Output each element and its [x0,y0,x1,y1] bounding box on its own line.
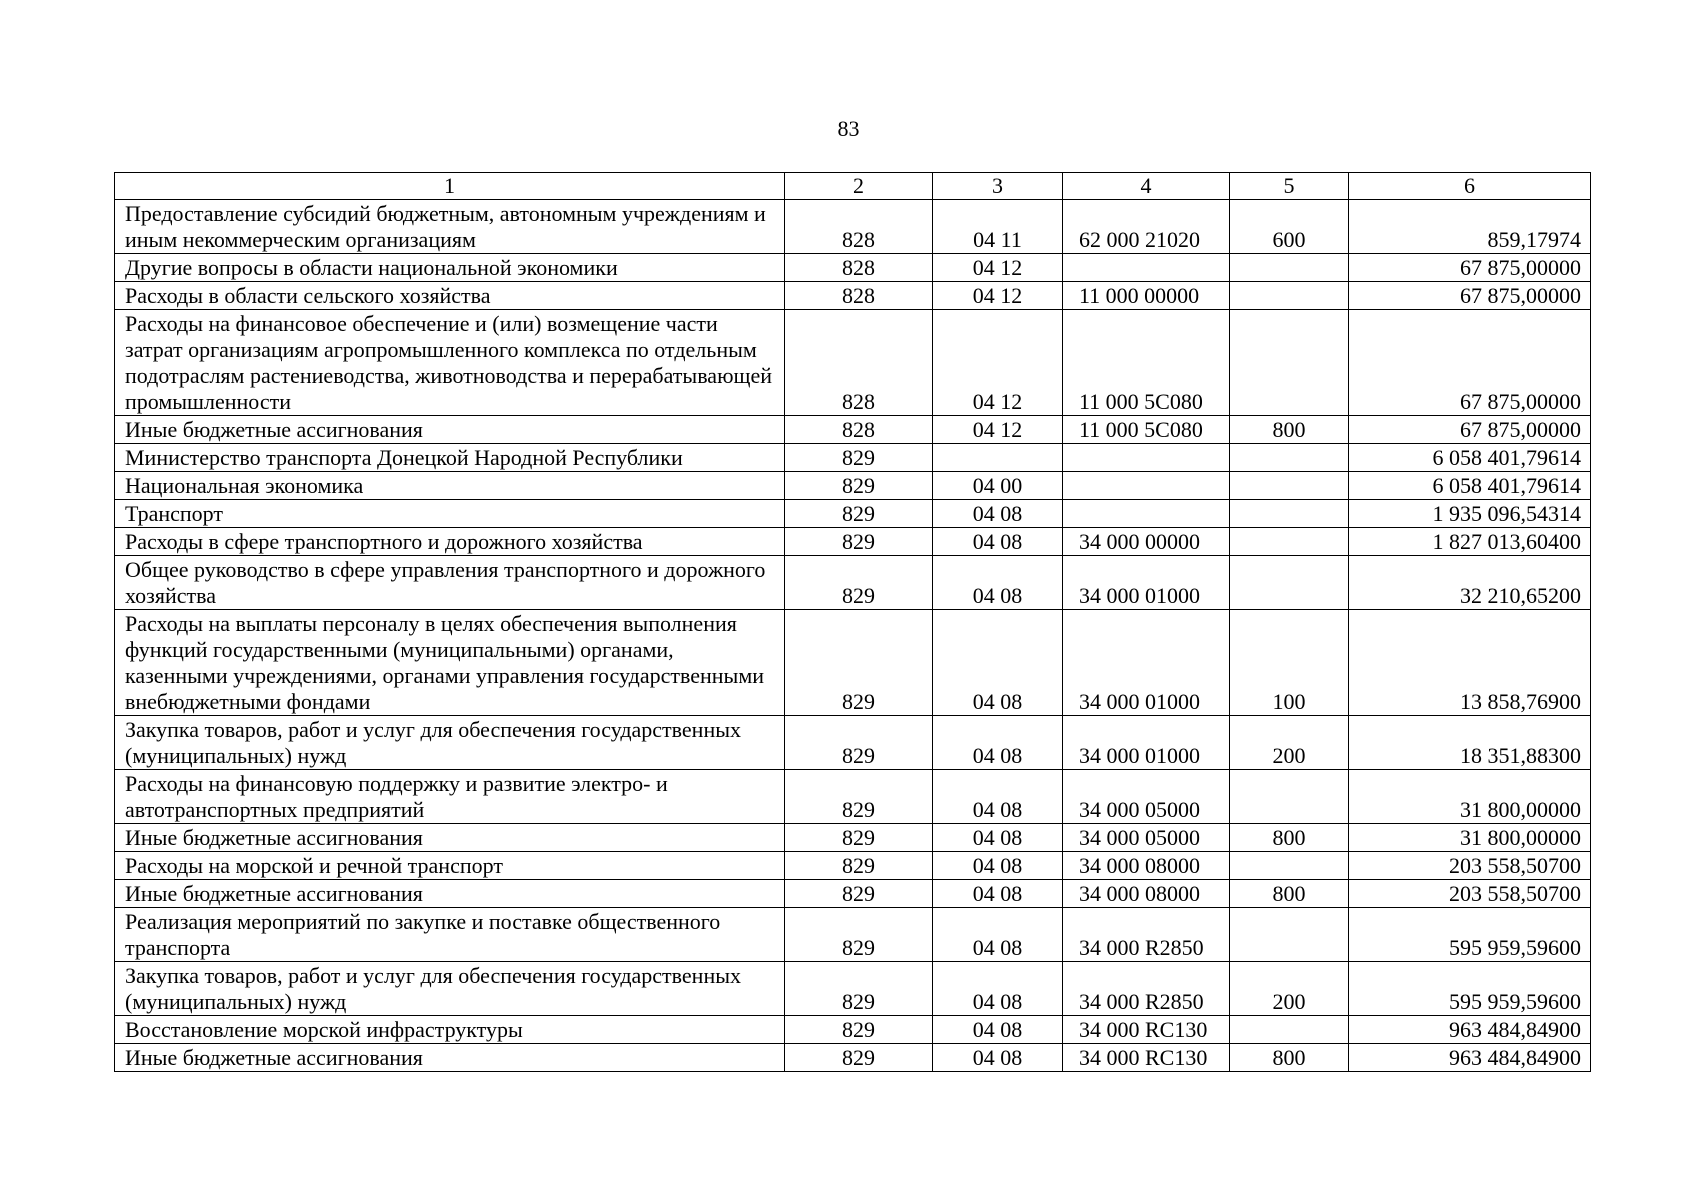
cell-ministry-code: 829 [785,444,933,472]
cell-amount: 1 827 013,60400 [1349,528,1591,556]
cell-section-code: 04 08 [933,770,1063,824]
cell-section-code: 04 12 [933,416,1063,444]
cell-section-code: 04 11 [933,200,1063,254]
cell-target-article: 11 000 5C080 [1063,416,1230,444]
cell-ministry-code: 828 [785,282,933,310]
table-row [115,254,1591,282]
cell-section-code: 04 12 [933,282,1063,310]
cell-section-code: 04 08 [933,500,1063,528]
cell-name: Восстановление морской инфраструктуры [115,1016,785,1044]
cell-ministry-code: 829 [785,908,933,962]
column-header-2: 2 [785,173,933,200]
cell-expense-type [1230,254,1349,282]
cell-ministry-code: 829 [785,528,933,556]
table-row [115,500,1591,528]
cell-expense-type [1230,444,1349,472]
cell-amount: 6 058 401,79614 [1349,472,1591,500]
cell-section-code: 04 08 [933,556,1063,610]
table-row [115,310,1591,416]
table-row [115,472,1591,500]
cell-target-article: 34 000 05000 [1063,770,1230,824]
column-header-4: 4 [1063,173,1230,200]
cell-name: Расходы в области сельского хозяйства [115,282,785,310]
cell-target-article: 11 000 00000 [1063,282,1230,310]
cell-amount: 203 558,50700 [1349,880,1591,908]
cell-amount: 31 800,00000 [1349,824,1591,852]
cell-name: Другие вопросы в области национальной экономики [115,254,785,282]
column-header-3: 3 [933,173,1063,200]
cell-expense-type: 800 [1230,1044,1349,1072]
table-row [115,528,1591,556]
cell-ministry-code: 828 [785,254,933,282]
cell-expense-type: 100 [1230,610,1349,716]
table-row [115,716,1591,770]
cell-name: Расходы на выплаты персоналу в целях обеспечения выполнения функций государственными (муниципальными) органами, казенными учреждениями, органами управления государственными внебюджетными фондами [115,610,785,716]
cell-target-article: 34 000 08000 [1063,852,1230,880]
table-row [115,824,1591,852]
table-body [115,200,1591,1072]
cell-name: Предоставление субсидий бюджетным, автономным учреждениям и иным некоммерческим организациям [115,200,785,254]
cell-amount: 67 875,00000 [1349,282,1591,310]
cell-expense-type: 200 [1230,962,1349,1016]
cell-name: Национальная экономика [115,472,785,500]
cell-ministry-code: 829 [785,472,933,500]
cell-ministry-code: 829 [785,610,933,716]
cell-name: Закупка товаров, работ и услуг для обеспечения государственных (муниципальных) нужд [115,962,785,1016]
header-row [115,173,1591,200]
cell-target-article: 34 000 00000 [1063,528,1230,556]
table-row [115,610,1591,716]
cell-name: Иные бюджетные ассигнования [115,1044,785,1072]
cell-amount: 963 484,84900 [1349,1044,1591,1072]
cell-amount: 859,17974 [1349,200,1591,254]
cell-name: Расходы на финансовое обеспечение и (или) возмещение части затрат организациям агропромышленного комплекса по отдельным подотраслям растениеводства, животноводства и перерабатывающей промышленности [115,310,785,416]
cell-amount: 32 210,65200 [1349,556,1591,610]
table-row [115,200,1591,254]
cell-name: Министерство транспорта Донецкой Народной Республики [115,444,785,472]
table-row [115,556,1591,610]
cell-target-article: 34 000 R2850 [1063,908,1230,962]
cell-target-article: 34 000 01000 [1063,556,1230,610]
cell-target-article: 34 000 01000 [1063,610,1230,716]
cell-amount: 67 875,00000 [1349,310,1591,416]
cell-expense-type [1230,770,1349,824]
cell-target-article: 34 000 RC130 [1063,1016,1230,1044]
cell-section-code: 04 08 [933,610,1063,716]
cell-ministry-code: 829 [785,500,933,528]
cell-name: Закупка товаров, работ и услуг для обеспечения государственных (муниципальных) нужд [115,716,785,770]
cell-target-article: 34 000 05000 [1063,824,1230,852]
cell-section-code: 04 08 [933,962,1063,1016]
cell-expense-type [1230,908,1349,962]
cell-name: Транспорт [115,500,785,528]
cell-amount: 203 558,50700 [1349,852,1591,880]
cell-amount: 67 875,00000 [1349,416,1591,444]
cell-target-article: 11 000 5C080 [1063,310,1230,416]
cell-ministry-code: 829 [785,962,933,1016]
cell-expense-type [1230,852,1349,880]
column-header-1: 1 [115,173,785,200]
cell-section-code: 04 08 [933,528,1063,556]
cell-target-article [1063,254,1230,282]
cell-target-article: 62 000 21020 [1063,200,1230,254]
cell-expense-type [1230,500,1349,528]
cell-target-article [1063,500,1230,528]
cell-amount: 6 058 401,79614 [1349,444,1591,472]
cell-name: Расходы на финансовую поддержку и развитие электро- и автотранспортных предприятий [115,770,785,824]
cell-ministry-code: 828 [785,416,933,444]
cell-name: Реализация мероприятий по закупке и поставке общественного транспорта [115,908,785,962]
cell-target-article: 34 000 01000 [1063,716,1230,770]
cell-amount: 67 875,00000 [1349,254,1591,282]
cell-expense-type [1230,310,1349,416]
table-row [115,416,1591,444]
table-row [115,852,1591,880]
table-row [115,770,1591,824]
cell-ministry-code: 828 [785,310,933,416]
cell-section-code: 04 08 [933,1016,1063,1044]
cell-expense-type: 800 [1230,824,1349,852]
cell-ministry-code: 828 [785,200,933,254]
table-row [115,282,1591,310]
column-header-6: 6 [1349,173,1591,200]
cell-target-article: 34 000 RC130 [1063,1044,1230,1072]
cell-name: Расходы в сфере транспортного и дорожного хозяйства [115,528,785,556]
cell-section-code: 04 08 [933,1044,1063,1072]
cell-section-code: 04 08 [933,852,1063,880]
cell-ministry-code: 829 [785,556,933,610]
table-row [115,908,1591,962]
budget-table [114,172,1591,1072]
cell-section-code: 04 08 [933,908,1063,962]
cell-ministry-code: 829 [785,880,933,908]
cell-expense-type [1230,282,1349,310]
cell-section-code: 04 12 [933,310,1063,416]
cell-section-code: 04 08 [933,716,1063,770]
cell-amount: 595 959,59600 [1349,962,1591,1016]
cell-amount: 18 351,88300 [1349,716,1591,770]
table-row [115,1044,1591,1072]
cell-expense-type [1230,472,1349,500]
cell-name: Иные бюджетные ассигнования [115,880,785,908]
table-header [115,173,1591,200]
cell-amount: 1 935 096,54314 [1349,500,1591,528]
cell-amount: 31 800,00000 [1349,770,1591,824]
cell-section-code: 04 00 [933,472,1063,500]
cell-amount: 963 484,84900 [1349,1016,1591,1044]
cell-target-article [1063,472,1230,500]
cell-amount: 595 959,59600 [1349,908,1591,962]
cell-name: Расходы на морской и речной транспорт [115,852,785,880]
cell-ministry-code: 829 [785,852,933,880]
cell-expense-type [1230,528,1349,556]
cell-section-code: 04 08 [933,824,1063,852]
cell-section-code [933,444,1063,472]
cell-target-article [1063,444,1230,472]
table-row [115,880,1591,908]
table-row [115,962,1591,1016]
cell-expense-type: 600 [1230,200,1349,254]
cell-ministry-code: 829 [785,1044,933,1072]
page-number: 83 [837,116,860,141]
column-header-5: 5 [1230,173,1349,200]
cell-name: Иные бюджетные ассигнования [115,824,785,852]
cell-ministry-code: 829 [785,716,933,770]
cell-ministry-code: 829 [785,1016,933,1044]
cell-expense-type [1230,556,1349,610]
table-row [115,444,1591,472]
cell-name: Иные бюджетные ассигнования [115,416,785,444]
cell-expense-type [1230,1016,1349,1044]
cell-amount: 13 858,76900 [1349,610,1591,716]
cell-expense-type: 800 [1230,416,1349,444]
cell-section-code: 04 08 [933,880,1063,908]
cell-expense-type: 800 [1230,880,1349,908]
cell-name: Общее руководство в сфере управления транспортного и дорожного хозяйства [115,556,785,610]
cell-section-code: 04 12 [933,254,1063,282]
cell-target-article: 34 000 R2850 [1063,962,1230,1016]
cell-expense-type: 200 [1230,716,1349,770]
cell-ministry-code: 829 [785,824,933,852]
cell-ministry-code: 829 [785,770,933,824]
cell-target-article: 34 000 08000 [1063,880,1230,908]
table-row [115,1016,1591,1044]
